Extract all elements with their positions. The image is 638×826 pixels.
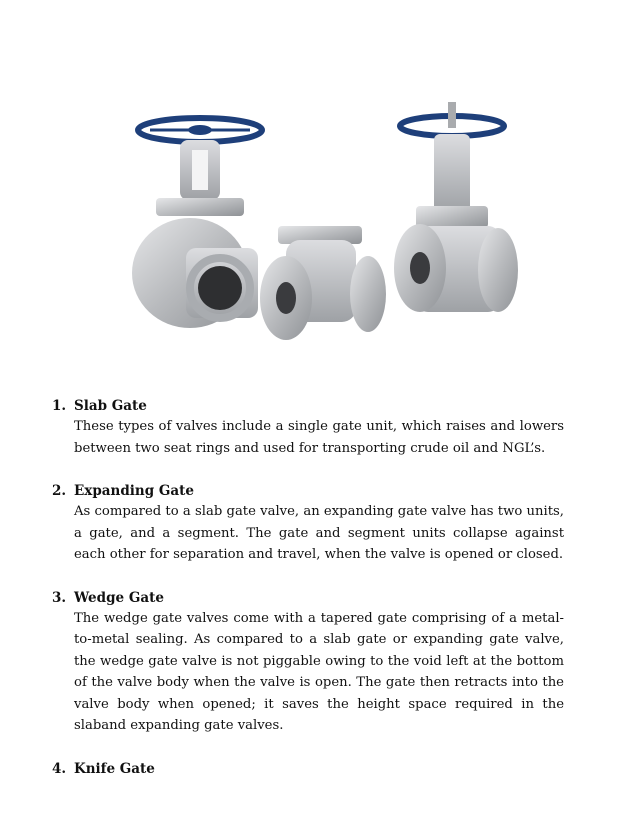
right-valve xyxy=(394,102,518,312)
item-text: These types of valves include a single gate unit, which raises and lowers between two seat rings and used for transporting crude oil and NGL’s. xyxy=(74,419,564,456)
valves-photo xyxy=(120,98,520,360)
item-number: 4. xyxy=(52,760,67,777)
list-item xyxy=(52,481,564,566)
item-text: As compared to a slab gate valve, an expanding gate valve has two units, a gate, and a segment. The gate and segment units collapse against each other for separation and travel, when the valve is opened or closed. xyxy=(74,504,564,562)
item-heading xyxy=(52,759,564,779)
item-heading xyxy=(52,396,564,416)
item-text: The wedge gate valves come with a tapered gate comprising of a metal-to-metal sealing. As compared to a slab gate or expanding gate valve, the wedge gate valve is not piggable owing to the void left at the bottom of the valve body when the valve is open. The gate then retracts into the valve body when opened; it saves the height space required in the slaband expanding gate valves. xyxy=(74,610,564,733)
item-number: 3. xyxy=(52,589,67,606)
gate-valve-types-list xyxy=(52,396,564,801)
item-title: Expanding Gate xyxy=(74,483,194,499)
list-item xyxy=(52,588,564,737)
item-number: 2. xyxy=(52,483,67,499)
item-number: 1. xyxy=(52,398,67,414)
item-title: Knife Gate xyxy=(74,760,155,777)
list-item xyxy=(52,396,564,459)
list-item xyxy=(52,759,564,779)
item-heading xyxy=(52,481,564,501)
left-valve xyxy=(132,118,262,328)
item-title: Slab Gate xyxy=(74,398,147,414)
item-title: Wedge Gate xyxy=(74,589,164,606)
middle-valve xyxy=(260,226,386,340)
item-heading xyxy=(52,588,564,608)
